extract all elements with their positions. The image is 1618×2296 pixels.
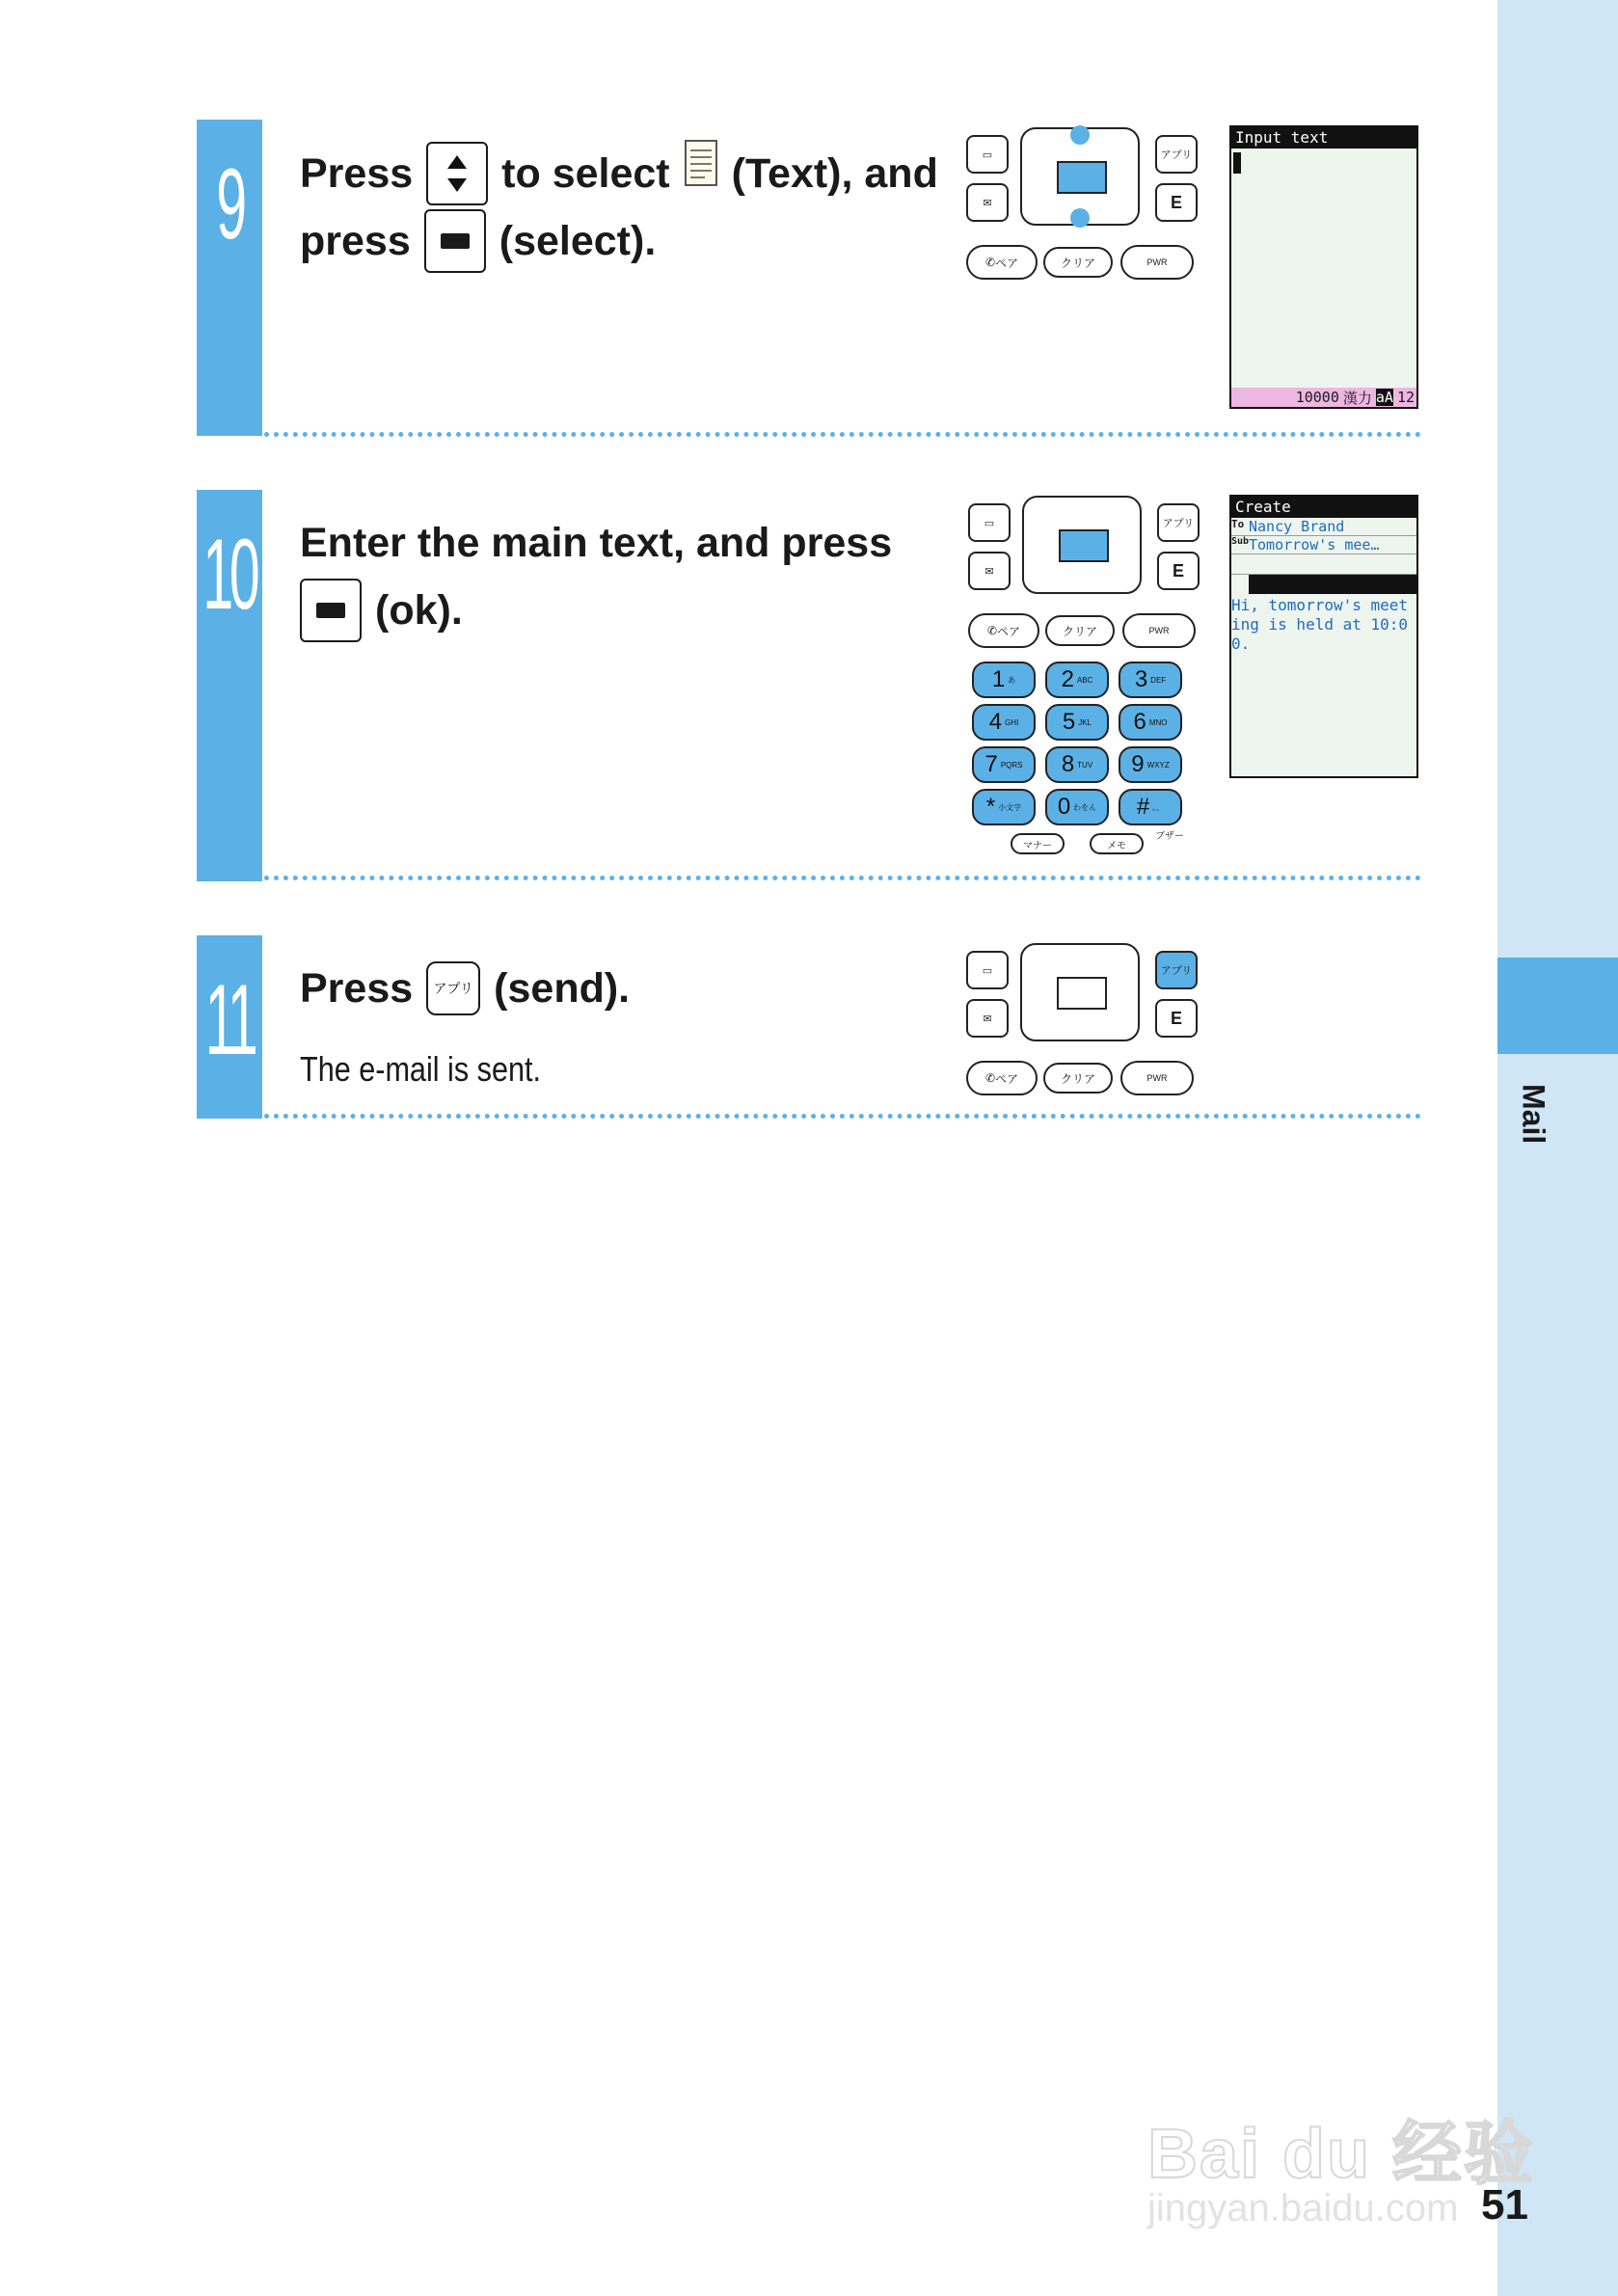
to-select-text: to select xyxy=(501,149,670,197)
divider xyxy=(264,1114,1421,1119)
num-key-2: 2 ABC xyxy=(1045,662,1109,698)
e-key-icon: E xyxy=(1155,999,1198,1038)
step-number: 11 xyxy=(204,964,255,1076)
center-key-icon xyxy=(424,209,486,273)
action-text: (ok). xyxy=(375,587,463,634)
phonebook-key-icon: ▭ xyxy=(966,135,1009,174)
phone-keypad-diagram xyxy=(966,127,1198,291)
num-key-6: 6 MNO xyxy=(1119,704,1182,741)
apri-key: アプリ xyxy=(1157,503,1200,542)
navigation-key xyxy=(1022,496,1142,594)
action-text: (select). xyxy=(499,218,657,264)
num-key-3: 3 DEF xyxy=(1119,662,1182,698)
instruction-line: Enter the main text, and press xyxy=(300,520,893,566)
center-key-icon xyxy=(300,579,362,642)
updown-key-icon xyxy=(426,142,488,205)
body-text: Hi, tomorrow's meeting is held at 10:00. xyxy=(1231,596,1409,653)
apri-key-icon: アプリ xyxy=(426,961,480,1015)
num-key-9: 9 WXYZ xyxy=(1119,746,1182,783)
selected-body-row xyxy=(1249,575,1416,594)
action-text: (send). xyxy=(494,965,631,1012)
navigation-key xyxy=(1020,127,1140,226)
phone-keypad-diagram xyxy=(966,943,1198,1107)
screen-title: Create xyxy=(1231,497,1416,518)
call-pair-key: ✆ ペア xyxy=(966,1061,1038,1095)
press-word: Press xyxy=(300,965,414,1012)
step-note: The e-mail is sent. xyxy=(300,1049,541,1089)
step-11 xyxy=(197,935,1421,1123)
phonebook-key-icon: ▭ xyxy=(966,951,1009,989)
phone-screen-create xyxy=(1229,495,1418,778)
screen-status-bar: 10000 漢力 aA 12 xyxy=(1231,388,1416,407)
num-key-4: 4 GHI xyxy=(972,704,1036,741)
num-key-1: 1 あ xyxy=(972,662,1036,698)
press-word: press xyxy=(300,218,411,264)
power-key: PWR xyxy=(1120,245,1194,280)
clear-key: クリア xyxy=(1045,615,1115,646)
clear-key: クリア xyxy=(1043,247,1113,278)
divider xyxy=(264,432,1421,437)
buzzer-label: ブザー xyxy=(1155,831,1184,842)
divider xyxy=(264,876,1421,880)
call-pair-key: ✆ ペア xyxy=(966,245,1038,280)
clear-key: クリア xyxy=(1043,1063,1113,1094)
screen-title: Input text xyxy=(1231,127,1416,149)
text-cursor xyxy=(1233,152,1241,174)
num-key-hash: # 。、 xyxy=(1119,789,1182,825)
power-key: PWR xyxy=(1122,613,1196,648)
step-number-bar xyxy=(197,935,262,1119)
power-key: PWR xyxy=(1120,1061,1194,1095)
num-key-8: 8 TUV xyxy=(1045,746,1109,783)
num-key-0: 0 わをん xyxy=(1045,789,1109,825)
apri-key: アプリ xyxy=(1155,135,1198,174)
subject-field: Sub Tomorrow's mee… xyxy=(1231,536,1416,554)
navigation-key xyxy=(1020,943,1140,1041)
call-pair-key: ✆ ペア xyxy=(968,613,1039,648)
num-key-7: 7 PQRS xyxy=(972,746,1036,783)
step-instruction xyxy=(300,509,892,644)
page-number: 51 xyxy=(1481,2181,1528,2228)
step-number: 10 xyxy=(202,519,256,631)
mail-key-icon: ✉ xyxy=(968,552,1011,590)
mail-key-icon: ✉ xyxy=(966,999,1009,1038)
section-tab xyxy=(1497,958,1618,1054)
step-instruction xyxy=(300,139,938,275)
step-number: 9 xyxy=(216,149,243,260)
manner-key: マナー xyxy=(1011,833,1065,854)
num-key-star: * 小文字 xyxy=(972,789,1036,825)
phone-screen-input-text xyxy=(1229,125,1418,409)
step-instruction xyxy=(300,955,630,1022)
mail-key-icon: ✉ xyxy=(966,183,1009,222)
press-word: Press xyxy=(300,149,414,197)
e-key-icon: E xyxy=(1155,183,1198,222)
watermark-brand: Bai du 经验 xyxy=(1147,2116,1536,2193)
e-key-icon: E xyxy=(1157,552,1200,590)
num-key-5: 5 JKL xyxy=(1045,704,1109,741)
to-field: To Nancy Brand xyxy=(1231,518,1416,536)
step-number-bar xyxy=(197,120,262,436)
step-9 xyxy=(197,120,1421,438)
step-10 xyxy=(197,490,1421,883)
item-text: (Text), and xyxy=(731,149,938,197)
attachment-row xyxy=(1231,554,1416,575)
step-number-bar xyxy=(197,490,262,881)
section-label: Mail xyxy=(1516,1083,1551,1145)
text-document-icon xyxy=(684,139,718,207)
phonebook-key-icon: ▭ xyxy=(968,503,1011,542)
phone-keypad-diagram xyxy=(968,496,1200,862)
watermark-url: jingyan.baidu.com xyxy=(1147,2187,1459,2229)
memo-key: メモ xyxy=(1090,833,1144,854)
apri-key-highlighted: アプリ xyxy=(1155,951,1198,989)
